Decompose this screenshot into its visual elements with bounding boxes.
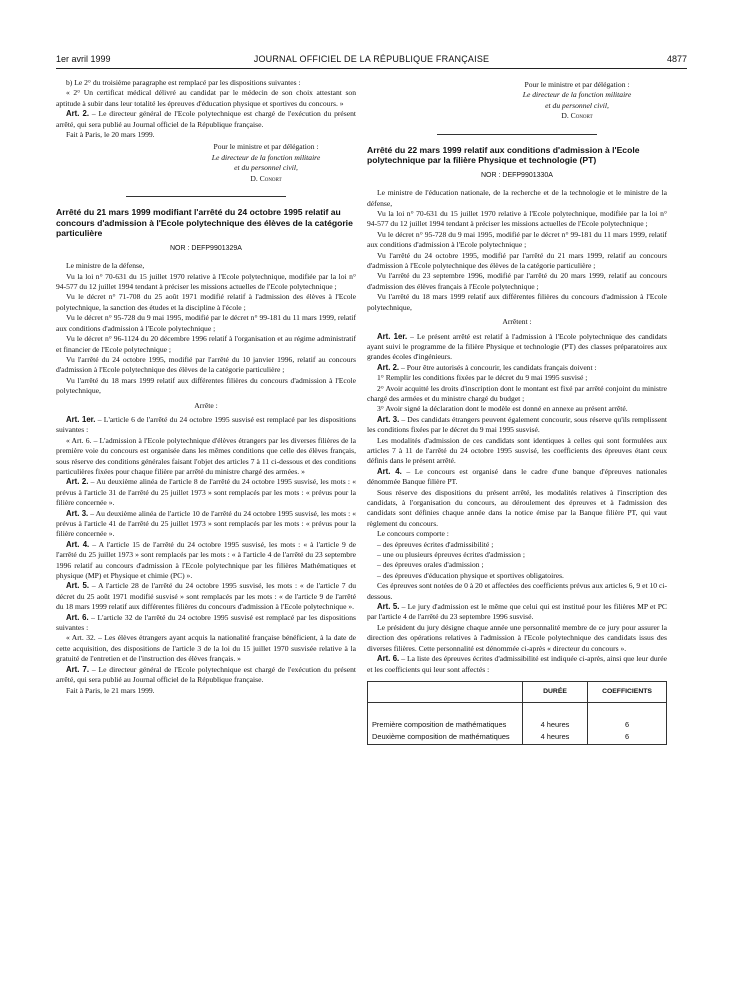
article-3: Art. 3. – Au deuxième alinéa de l'article 10 de l'arrêté du 24 octobre 1995 susvisé, les mots : « prévus à l'article 41 de l'arrêté du 25 juillet 1973 » sont remplacés par les mots : « prévus pour la filière concernée ». bbox=[56, 508, 356, 539]
article-5: Art. 5. – A l'article 28 de l'arrêté du 24 octobre 1995 susvisé, les mots : « de l'article 7 du décret du 25 août 1971 modifié susvisé » sont remplacés par les mots : « de l'article 9 de l'arrêté du 18 mars 1999 relatif aux différentes filières du concours d'admission à l'Ecole polytechnique ». bbox=[56, 581, 356, 612]
article-6: Art. 6. – L'article 32 de l'arrêté du 24 octobre 1995 susvisé est remplacé par les dispositions suivantes : bbox=[56, 612, 356, 633]
arrete-heading: Arrête : bbox=[194, 400, 218, 410]
paragraph: Les modalités d'admission de ces candidats sont identiques à celles qui sont formulées aux articles 7 à 11 de l'arrêté du 24 octobre 1995 susvisé, les coefficients des épreuves étant ceux définis dans le présent arrêté. bbox=[367, 435, 667, 466]
visa: Vu le décret n° 95-728 du 9 mai 1995, modifié par le décret n° 99-181 du 11 mars 1999, relatif aux conditions d'admission à l'Ecole polytechnique ; bbox=[56, 313, 356, 333]
right-column bbox=[367, 78, 667, 745]
paragraph: Ces épreuves sont notées de 0 à 20 et affectées des coefficients prévus aux articles 6, 9 et 10 ci-dessous. bbox=[367, 581, 667, 601]
separator bbox=[126, 196, 286, 197]
table-cell-duree: 4 heures bbox=[523, 719, 588, 731]
header-date: 1er avril 1999 bbox=[56, 54, 111, 64]
visa: Vu la loi n° 70-631 du 15 juillet 1970 relative à l'Ecole polytechnique, modifiée par la loi n° 94-577 du 12 juillet 1994 tendant à préciser les missions actuelles de l'Ecole polytechnique ; bbox=[367, 209, 667, 229]
article-2: Art. 2. – Au deuxième alinéa de l'article 8 de l'arrêté du 24 octobre 1995 susvisé, les mots : « prévus à l'article 31 de l'arrêté du 25 juillet 1973 » sont remplacés par les mots : « prévus pour la filière concernée ». bbox=[56, 477, 356, 508]
fait-date: Fait à Paris, le 20 mars 1999. bbox=[66, 130, 155, 140]
table-row bbox=[368, 731, 667, 744]
signature-block: Pour le ministre et par délégation : Le directeur de la fonction militaire et du personnel civil, D. Conort bbox=[522, 80, 632, 121]
condition-item: 3° Avoir signé la déclaration dont le modèle est donné en annexe au présent arrêté. bbox=[377, 404, 628, 414]
visa: Le ministre de la défense, bbox=[66, 261, 145, 271]
table-cell-label: Première composition de mathématiques bbox=[372, 719, 507, 729]
paragraph: Le concours comporte : bbox=[377, 529, 449, 539]
article-2: Art. 2. – Pour être autorisés à concourir, les candidats français doivent : bbox=[377, 362, 597, 372]
nor-code: NOR : DEFP9901329A bbox=[170, 244, 242, 252]
table-cell-label: Deuxième composition de mathématiques bbox=[372, 732, 510, 742]
separator bbox=[437, 134, 597, 135]
visa: Le ministre de l'éducation nationale, de la recherche et de la technologie et le ministre de la défense, bbox=[367, 188, 667, 208]
visa: Vu la loi n° 70-631 du 15 juillet 1970 relative à l'Ecole polytechnique, modifiée par la loi n° 94-577 du 12 juillet 1994 tendant à préciser les missions actuelles de l'Ecole polytechnique ; bbox=[56, 271, 356, 292]
visa: Vu le décret n° 96-1124 du 20 décembre 1996 relatif à l'organisation et au régime administratif et financier de l'Ecole polytechnique ; bbox=[56, 334, 356, 354]
paragraph: Le président du jury désigne chaque année une personnalité membre de ce jury pour assurer la direction des opérations relatives à l'admission à l'Ecole polytechnique des candidats issus des diverses filières. Cette personnalité est dénommée ci-après « directeur du concours ». bbox=[367, 622, 667, 653]
fait-date: Fait à Paris, le 21 mars 1999. bbox=[66, 685, 155, 695]
nor-code: NOR : DEFP9901330A bbox=[481, 171, 553, 179]
list-item: – des épreuves d'éducation physique et sportives obligatoires. bbox=[377, 570, 564, 580]
visa: Vu l'arrêté du 18 mars 1999 relatif aux différentes filières du concours d'admission à l'Ecole polytechnique, bbox=[56, 375, 356, 396]
article-5: Art. 5. – Le jury d'admission est le même que celui qui est institué pour les filières MP et PC par l'article 4 de l'arrêté du 23 septembre 1996 susvisé. bbox=[367, 602, 667, 622]
condition-item: 1° Remplir les conditions fixées par le décret du 9 mai 1995 susvisé ; bbox=[377, 373, 588, 383]
article-4: Art. 4. – A l'article 15 de l'arrêté du 24 octobre 1995 susvisé, les mots : « à l'article 9 de l'arrêté du 25 juillet 1973 » sont remplacés par les mots : « à l'article 4 de l'arrêté du 23 septembre 1996 relatif au concours d'admission à l'Ecole polytechnique par les filières Mathématiques et physique (MP) et Physique et chimie (PC) ». bbox=[56, 539, 356, 581]
visa: Vu l'arrêté du 24 octobre 1995, modifié par l'arrêté du 10 janvier 1996, relatif au concours d'admission à l'Ecole polytechnique des élèves de la catégorie particulière ; bbox=[56, 354, 356, 375]
paragraph: b) Le 2° du troisième paragraphe est remplacé par les dispositions suivantes : bbox=[66, 78, 301, 87]
epreuves-table bbox=[367, 681, 667, 745]
table-cell-coef: 6 bbox=[588, 731, 667, 744]
list-item: – des épreuves orales d'admission ; bbox=[377, 560, 484, 570]
left-column bbox=[56, 78, 356, 696]
decree-title: Arrêté du 22 mars 1999 relatif aux conditions d'admission à l'Ecole polytechnique par la filière Physique et technologie (PT) bbox=[367, 144, 640, 166]
table-header-row bbox=[368, 681, 667, 702]
decree-title: Arrêté du 21 mars 1999 modifiant l'arrêté du 24 octobre 1995 relatif au concours d'admission à l'Ecole polytechnique des élèves de la catégorie particulière bbox=[56, 207, 353, 239]
visa: Vu l'arrêté du 24 octobre 1995, modifié par l'arrêté du 21 mars 1999, relatif au concours d'admission à l'Ecole polytechnique des élèves de la catégorie particulière ; bbox=[367, 250, 667, 271]
list-item: – des épreuves écrites d'admissibilité ; bbox=[377, 539, 494, 549]
paragraph: « 2° Un certificat médical délivré au candidat par le médecin de son choix attestant son aptitude à subir dans leur totalité les épreuves d'éducation physique et sportives du concours. » bbox=[56, 88, 356, 108]
article-3: Art. 3. – Des candidats étrangers peuvent également concourir, sous réserve qu'ils remplissent les conditions fixées par le décret du 9 mai 1995 susvisé. bbox=[367, 414, 667, 435]
article-1: Art. 1er. – L'article 6 de l'arrêté du 24 octobre 1995 susvisé est remplacé par les dispositions suivantes : bbox=[56, 414, 356, 435]
table-cell-duree: 4 heures bbox=[523, 731, 588, 744]
visa: Vu l'arrêté du 18 mars 1999 relatif aux différentes filières du concours d'admission à l'Ecole polytechnique, bbox=[367, 292, 667, 312]
arretent-heading: Arrêtent : bbox=[502, 317, 532, 327]
article-quote: « Art. 32. – Les élèves étrangers ayant acquis la nationalité française bénéficient, à la date de cette acquisition, des dispositions de l'article 3 de la loi du 15 juillet 1970 susvisée relative à la gratuité de l'entretien et de l'instruction des élèves français. » bbox=[56, 633, 356, 664]
article-7: Art. 7. – Le directeur général de l'Ecole polytechnique est chargé de l'exécution du présent arrêté, qui sera publié au Journal officiel de la République française. bbox=[56, 664, 356, 685]
list-item: – une ou plusieurs épreuves écrites d'admission ; bbox=[377, 550, 525, 560]
visa: Vu le décret n° 95-728 du 9 mai 1995, modifié par le décret n° 99-181 du 11 mars 1999, relatif aux conditions d'admission à l'Ecole polytechnique ; bbox=[367, 229, 667, 250]
header-page-number: 4877 bbox=[666, 54, 687, 64]
signature-block: Pour le ministre et par délégation : Le directeur de la fonction militaire et du personnel civil, D. Conort bbox=[211, 142, 321, 183]
visa: Vu l'arrêté du 23 septembre 1996, modifié par l'arrêté du 20 mars 1999, relatif au concours d'admission des élèves français à l'Ecole polytechnique ; bbox=[367, 271, 667, 291]
column-header-coefficients: COEFFICIENTS bbox=[588, 681, 667, 702]
article-1: Art. 1er. – Le présent arrêté est relatif à l'admission à l'Ecole polytechnique des candidats ayant suivi le programme de la filière Physique et technologie (PT) des classes préparatoires aux grandes écoles d'ingénieurs. bbox=[367, 331, 667, 362]
column-header-duree: DURÉE bbox=[523, 681, 588, 702]
table-cell-coef: 6 bbox=[588, 719, 667, 731]
header-rule bbox=[56, 68, 687, 69]
page-header bbox=[56, 54, 687, 68]
visa: Vu le décret n° 71-708 du 25 août 1971 modifié relatif à l'admission des élèves à l'Ecole polytechnique, la sanction des études et la discipline à l'école ; bbox=[56, 292, 356, 312]
article-6: Art. 6. – La liste des épreuves écrites d'admissibilité est indiquée ci-après, ainsi que leur durée et les coefficients qui leur sont affectés : bbox=[367, 654, 667, 674]
paragraph: Sous réserve des dispositions du présent arrêté, les modalités relatives à l'inscription des candidats, à l'organisation du concours, au déroulement des épreuves et à l'admission des candidats sont définies chaque année dans la notice émise par la Banque filière PT, qui vaut règlement du concours. bbox=[367, 487, 667, 528]
table-row bbox=[368, 719, 667, 731]
article-4: Art. 4. – Le concours est organisé dans le cadre d'une banque d'épreuves nationales dénommée Banque filière PT. bbox=[367, 466, 667, 487]
condition-item: 2° Avoir acquitté les droits d'inscription dont le montant est fixé par arrêté conjoint du ministre chargé des armées et du ministre chargé du budget ; bbox=[367, 383, 667, 403]
article-quote: « Art. 6. – L'admission à l'Ecole polytechnique d'élèves étrangers par les diverses filières de la première voie du concours est organisée dans les mêmes conditions que celle des élèves français, sous réserve des conditions générales faisant l'objet des articles 7 à 11 ci-dessous et des conditions particulières fixées pour chaque filière par arrêté du ministre chargé des armées. » bbox=[56, 435, 356, 476]
article-2: Art. 2. – Le directeur général de l'Ecole polytechnique est chargé de l'exécution du présent arrêté, qui sera publié au Journal officiel de la République française. bbox=[56, 109, 356, 129]
header-journal-title: JOURNAL OFFICIEL DE LA RÉPUBLIQUE FRANÇAISE bbox=[253, 54, 490, 64]
